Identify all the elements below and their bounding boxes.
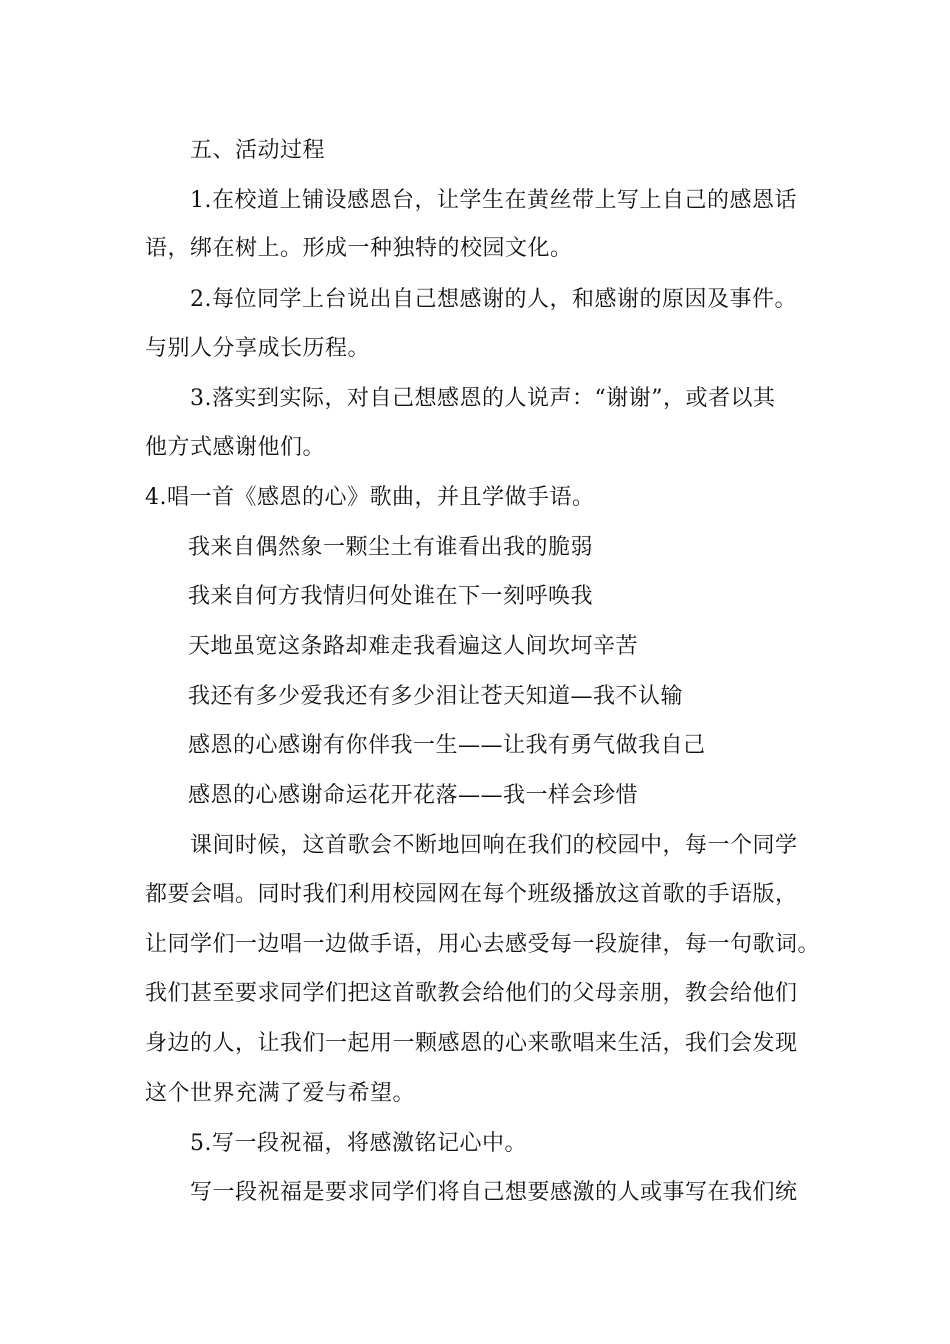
paragraph-line: 写一段祝福是要求同学们将自己想要感激的人或事写在我们统 [190,1180,798,1205]
paragraph-line: 都要会唱。同时我们利用校园网在每个班级播放这首歌的手语版， [145,882,798,907]
paragraph-line: 与别人分享成长历程。 [145,336,371,361]
lyric-line: 天地虽宽这条路却难走我看遍这人间坎坷辛苦 [188,634,639,659]
paragraph-line: 身边的人，让我们一起用一颗感恩的心来歌唱来生活，我们会发现 [145,1031,798,1056]
lyric-line: 我还有多少爱我还有多少泪让苍天知道—我不认输 [188,684,684,709]
paragraph-line: 1.在校道上铺设感恩台，让学生在黄丝带上写上自己的感恩话 [190,188,797,213]
paragraph-line: 语，绑在树上。形成一种独特的校园文化。 [145,236,573,261]
paragraph-line: 课间时候，这首歌会不断地回响在我们的校园中，每一个同学 [190,833,798,858]
paragraph-line: 3.落实到实际，对自己想感恩的人说声：“谢谢”，或者以其 [190,386,776,411]
lyric-line: 我来自何方我情归何处谁在下一刻呼唤我 [188,584,594,609]
paragraph-line: 他方式感谢他们。 [145,435,326,460]
paragraph-line: 2.每位同学上台说出自己想感谢的人，和感谢的原因及事件。 [190,287,797,312]
lyric-line: 感恩的心感谢命运花开花落——我一样会珍惜 [188,783,639,808]
paragraph-line: 我们甚至要求同学们把这首歌教会给他们的父母亲朋，教会给他们 [145,981,798,1006]
section-heading: 五、活动过程 [190,138,326,163]
lyric-line: 我来自偶然象一颗尘土有谁看出我的脆弱 [188,535,594,560]
lyric-line: 感恩的心感谢有你伴我一生——让我有勇气做我自己 [188,733,706,758]
paragraph-line: 5.写一段祝福，将感激铭记心中。 [190,1131,527,1156]
paragraph-line: 4.唱一首《感恩的心》歌曲，并且学做手语。 [145,485,595,510]
paragraph-line: 这个世界充满了爱与希望。 [145,1081,416,1106]
paragraph-line: 让同学们一边唱一边做手语，用心去感受每一段旋律，每一句歌词。 [145,932,821,957]
